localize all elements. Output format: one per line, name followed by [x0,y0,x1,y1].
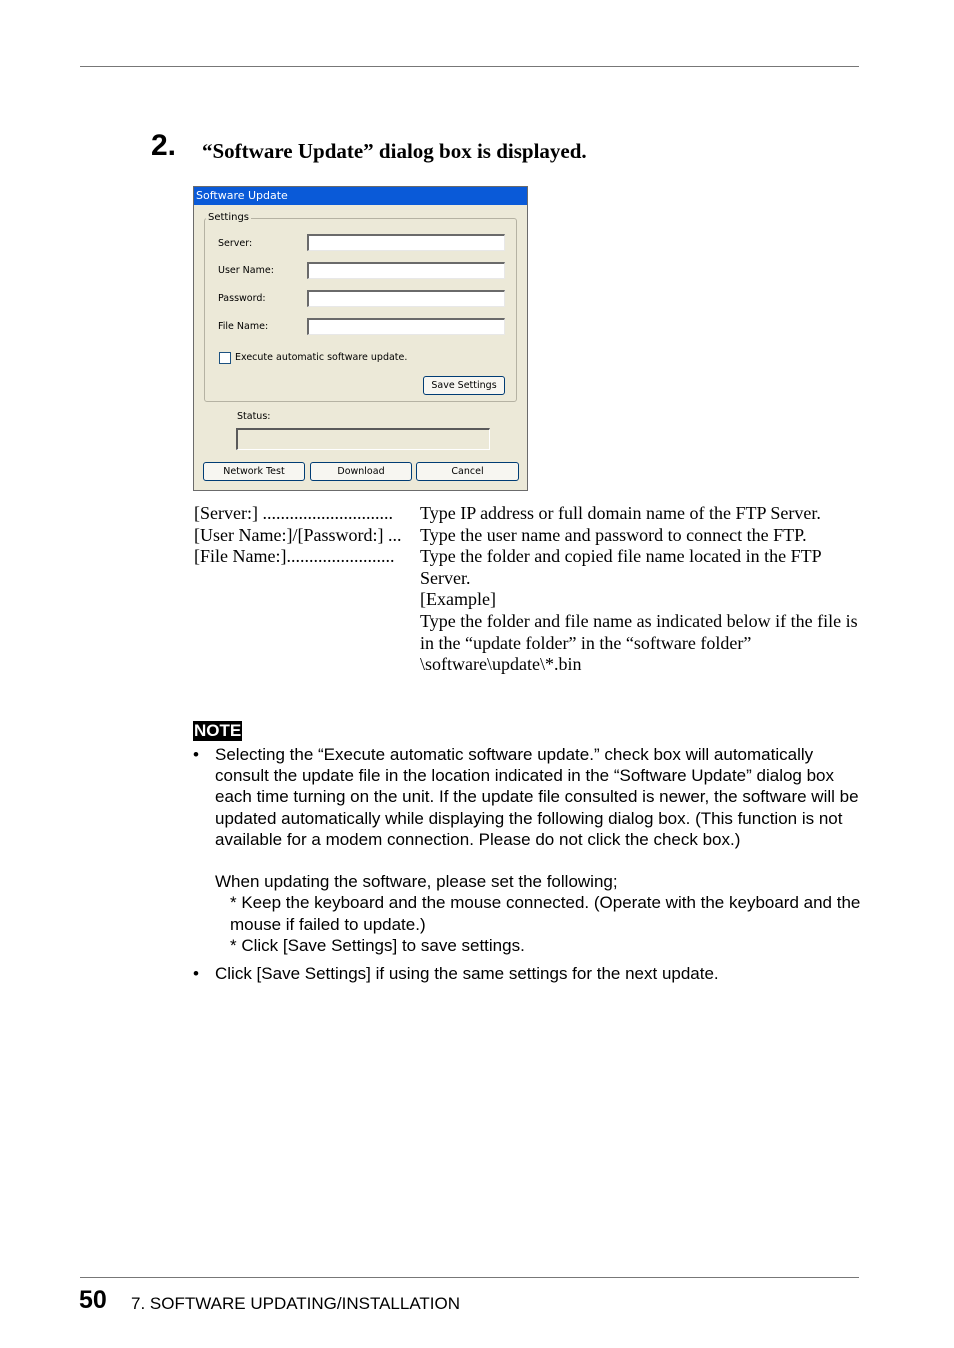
definition-path: \software\update\*.bin [420,654,582,675]
bullet-icon: • [193,745,199,764]
auto-update-checkbox[interactable] [219,352,231,364]
dialog-title: Software Update [194,187,527,205]
note-paragraph: When updating the software, please set the following; [215,872,618,892]
footer-rule [80,1277,859,1278]
definition-file-name [194,546,864,676]
user-name-label: User Name: [218,265,274,276]
cancel-button[interactable]: Cancel [416,462,519,481]
file-name-label: File Name: [218,321,269,332]
note-sub-item: * Keep the keyboard and the mouse connected. (Operate with the keyboard and the mouse if failed to update.) [230,893,861,934]
bullet-icon: • [193,964,199,984]
list-item [193,744,863,956]
step-number: 2. [151,129,177,162]
definition-user-password [194,525,864,547]
note-paragraph: Click [Save Settings] if using the same settings for the next update. [215,964,719,984]
auto-update-checkbox-label[interactable]: Execute automatic software update. [235,352,408,363]
definition-term: [File Name:]........................ [194,546,395,567]
user-name-input[interactable] [307,262,505,279]
note-badge: NOTE [194,721,242,740]
list-item [193,963,863,984]
definition-description [420,525,860,547]
definition-term: [Server:] ............................. [194,503,393,523]
definition-description [420,546,860,676]
status-field [236,428,490,450]
settings-group-label: Settings [208,212,250,223]
definition-text: Type IP address or full domain name of the FTP Server. [420,503,821,523]
server-input[interactable] [307,234,505,251]
file-name-input[interactable] [307,318,505,335]
definition-text: Type the folder and file name as indicated below if the file is in the “update folder” in the “software folder” [420,610,858,653]
field-definitions [194,503,864,676]
note-paragraph: Selecting the “Execute automatic software update.” check box will automatically consult the update file in the location indicated in the “Software Update” dialog box each time turning on the unit. If the update file consulted is newer, the software will be updated automatically while displaying the following dialog box. (This function is not available for a modem connection. Please do not click the check box.) [215,745,859,849]
step-title: “Software Update” dialog box is displayed. [202,139,587,163]
definition-text: Type the user name and password to connect the FTP. [420,524,807,545]
page-number: 50 [79,1286,107,1314]
note-sub-item: * Click [Save Settings] to save settings. [230,935,525,955]
status-label: Status: [237,411,271,422]
network-test-button[interactable]: Network Test [203,462,305,481]
chapter-title: 7. SOFTWARE UPDATING/INSTALLATION [131,1294,461,1313]
download-button[interactable]: Download [310,462,412,481]
save-settings-button[interactable]: Save Settings [423,376,505,395]
definition-description [420,503,860,525]
server-label: Server: [218,238,253,249]
password-label: Password: [218,293,266,304]
definition-term: [User Name:]/[Password:] ... [194,524,402,545]
definition-server [194,503,864,525]
note-list [193,744,863,984]
definition-text: Type the folder and copied file name located in the FTP Server. [420,546,821,588]
top-rule [80,66,859,67]
software-update-dialog [193,186,528,491]
definition-text: [Example] [420,589,496,610]
password-input[interactable] [307,290,505,307]
